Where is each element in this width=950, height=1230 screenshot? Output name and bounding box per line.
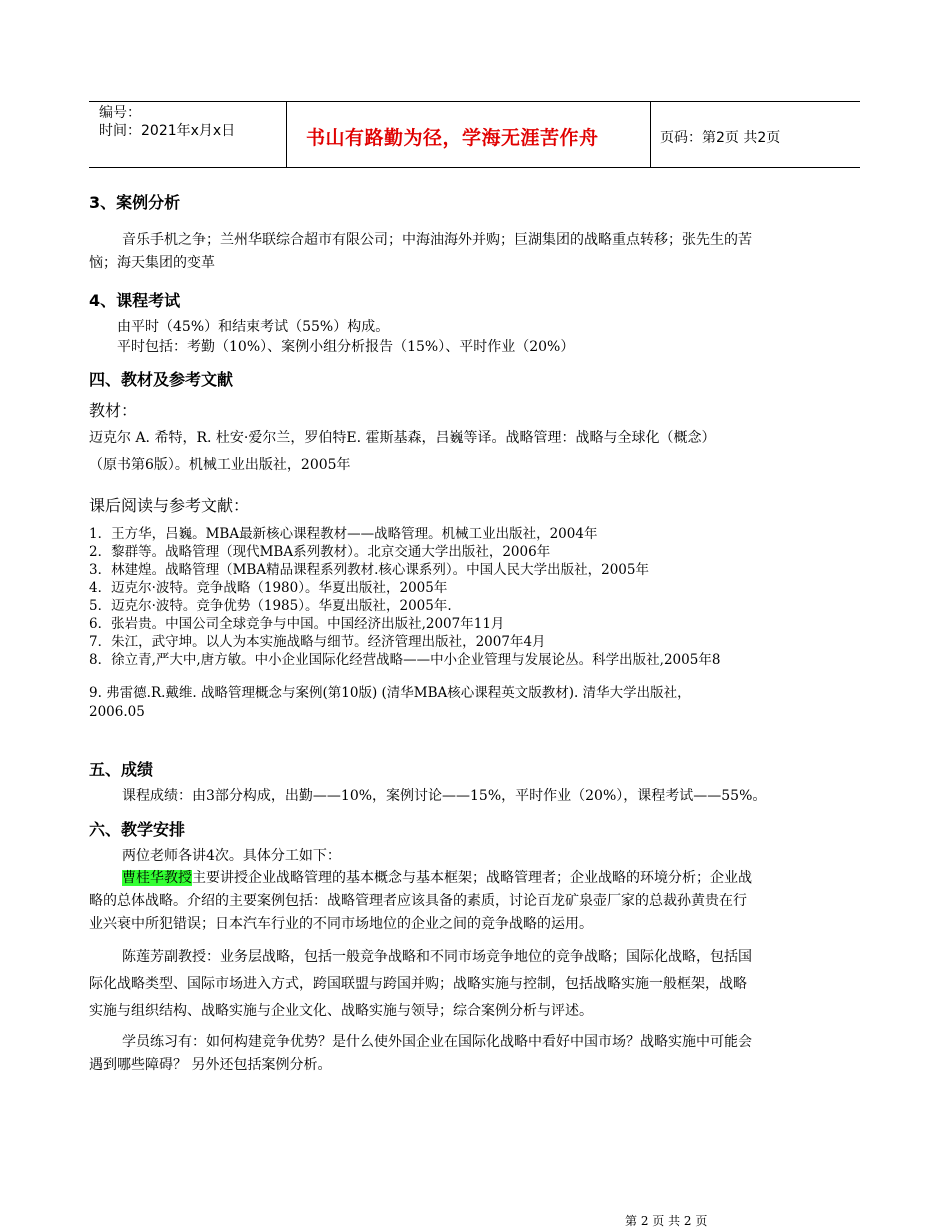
- prof1-line-3: 业兴衰中所犯错误；日本汽车行业的不同市场地位的企业之间的竞争战略的运用。: [89, 916, 593, 932]
- prof1-line-1: [122, 867, 752, 890]
- reading-item-6: 6．张岩贵。中国公司全球竞争与中国。中国经济出版社,2007年11月: [89, 616, 505, 632]
- section-title-case-analysis: 3、案例分析: [89, 193, 181, 212]
- footer-page-number: 第 2 页 共 2 页: [625, 1214, 708, 1228]
- section-title-teaching: 六、教学安排: [89, 820, 186, 839]
- header-divider-right: [650, 101, 651, 168]
- section-title-readings: 课后阅读与参考文献：: [89, 496, 250, 515]
- prof1-line-1-text: 主要讲授企业战略管理的基本概念与基本框架；战略管理者；企业战略的环境分析；企业战: [192, 870, 752, 886]
- prof2-line-2: 际化战略类型、国际市场进入方式，跨国联盟与跨国并购；战略实施与控制，包括战略实施一般框架，战略: [89, 976, 747, 992]
- exercise-line-2: 遇到哪些障碍？ 另外还包括案例分析。: [89, 1057, 332, 1073]
- prof1-name-highlight: 曹桂华教授: [122, 870, 192, 886]
- textbooks-subtitle: 教材：: [89, 401, 138, 420]
- reading-item-9-line-1: 9. 弗雷德.R.戴维. 战略管理概念与案例(第10版) (清华MBA核心课程英文版教材). 清华大学出版社，: [89, 685, 691, 701]
- prof2-line-3: 实施与组织结构、战略实施与企业文化、战略实施与领导；综合案例分析与评述。: [89, 1003, 593, 1019]
- textbook-line-1: 迈克尔 A. 希特，R. 杜安·爱尔兰，罗伯特E. 霍斯基森，吕巍等译。战略管理：战略与全球化（概念）: [89, 430, 716, 446]
- reading-item-7: 7．朱江，武守坤。以人为本实施战略与细节。经济管理出版社，2007年4月: [89, 634, 546, 650]
- reading-item-4: 4．迈克尔·波特。竞争战略（1980）。华夏出版社，2005年: [89, 580, 448, 596]
- section-title-grades: 五、成绩: [89, 760, 154, 779]
- reading-item-2: 2．黎群等。战略管理（现代MBA系列教材）。北京交通大学出版社，2006年: [89, 544, 551, 560]
- header-number-label: 编号：: [99, 105, 141, 121]
- textbook-line-2: （原书第6版）。机械工业出版社，2005年: [89, 457, 351, 473]
- case-analysis-line-2: 恼；海天集团的变革: [89, 255, 215, 271]
- header-divider-left: [286, 101, 287, 168]
- header-page-code: 页码：第2页 共2页: [660, 130, 781, 146]
- section-title-exam: 4、课程考试: [89, 291, 181, 310]
- header-top-border: [89, 101, 860, 102]
- header-bottom-border: [89, 167, 860, 168]
- header-time-label: 时间：2021年x月x日: [99, 123, 236, 139]
- reading-item-3: 3．林建煌。战略管理（MBA精品课程系列教材.核心课系列）。中国人民大学出版社，2005年: [89, 562, 649, 578]
- case-analysis-line-1: 音乐手机之争；兰州华联综合超市有限公司；中海油海外并购；巨湖集团的战略重点转移；张先生的苦: [122, 232, 752, 248]
- section-title-textbooks: 四、教材及参考文献: [89, 370, 234, 389]
- exam-line-1: 由平时（45%）和结束考试（55%）构成。: [117, 319, 390, 335]
- readings-list: [89, 525, 720, 669]
- grades-line-1: 课程成绩：由3部分构成，出勤——10%，案例讨论——15%，平时作业（20%），课程考试——55%。: [122, 788, 767, 804]
- reading-item-9-line-2: 2006.05: [89, 704, 145, 720]
- prof1-line-2: 略的总体战略。介绍的主要案例包括：战略管理者应该具备的素质，讨论百龙矿泉壶厂家的总裁孙黄贵在行: [89, 893, 747, 909]
- reading-item-5: 5．迈克尔·波特。竞争优势（1985）。华夏出版社，2005年.: [89, 598, 452, 614]
- reading-item-8: 8．徐立青,严大中,唐方敏。中小企业国际化经营战略——中小企业管理与发展论丛。科学出版社,2005年8: [89, 652, 721, 668]
- prof2-line-1: 陈莲芳副教授：业务层战略，包括一般竞争战略和不同市场竞争地位的竞争战略；国际化战略，包括国: [122, 949, 752, 965]
- exercise-line-1: 学员练习有：如何构建竞争优势？是什么使外国企业在国际化战略中看好中国市场？战略实施中可能会: [122, 1034, 752, 1050]
- exam-line-2: 平时包括：考勤（10%）、案例小组分析报告（15%）、平时作业（20%）: [117, 339, 575, 355]
- teaching-intro: 两位老师各讲4次。具体分工如下：: [122, 848, 341, 864]
- reading-item-1: 1．王方华，吕巍。MBA最新核心课程教材——战略管理。机械工业出版社，2004年: [89, 526, 598, 542]
- header-motto: 书山有路勤为径，学海无涯苦作舟: [306, 127, 599, 149]
